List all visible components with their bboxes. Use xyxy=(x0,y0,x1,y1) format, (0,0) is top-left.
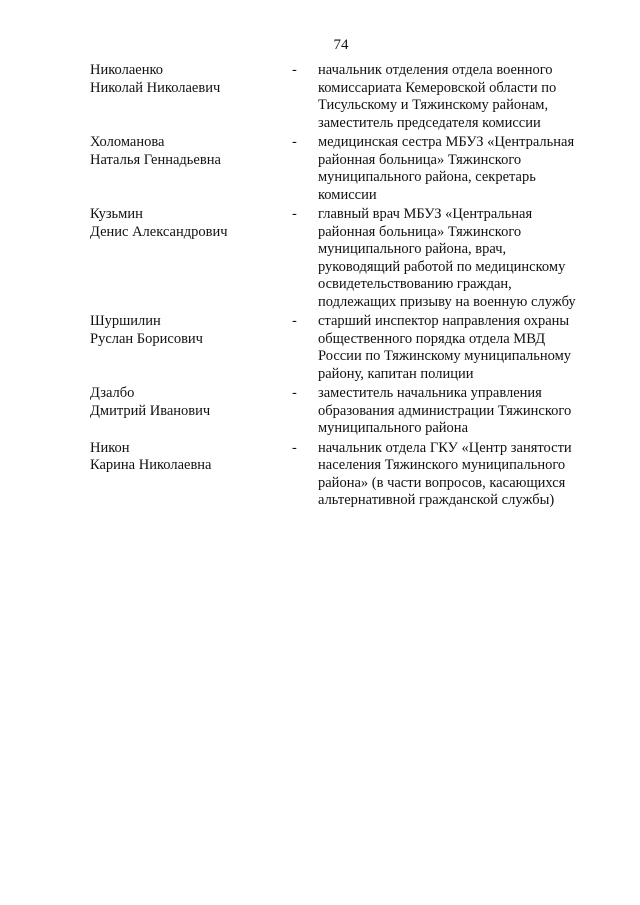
member-role-line: заместитель начальника управления xyxy=(318,385,542,401)
member-surname: Дзалбо xyxy=(90,385,135,401)
member-role-line: альтернативной гражданской службы) xyxy=(318,492,555,508)
member-role-line: муниципального района xyxy=(318,420,468,436)
separator-dash: - xyxy=(292,313,297,329)
member-role-line: подлежащих призыву на военную службу xyxy=(318,293,576,310)
page-number: 74 xyxy=(333,37,349,53)
member-name xyxy=(90,62,290,132)
member-entry xyxy=(90,62,600,132)
member-role-line: медицинская сестра МБУЗ «Центральная xyxy=(318,134,575,150)
member-role xyxy=(318,206,600,311)
member-role xyxy=(318,134,600,204)
member-surname: Николаенко xyxy=(90,62,164,78)
member-role xyxy=(318,62,600,132)
member-role-line: России по Тяжинскому муниципальному xyxy=(318,348,572,364)
separator-dash: - xyxy=(292,62,297,78)
member-role-line: комиссариата Кемеровской области по xyxy=(318,79,557,96)
separator-dash: - xyxy=(292,134,297,150)
member-given-names: Руслан Борисович xyxy=(90,330,203,347)
member-role-line: комиссии xyxy=(318,186,377,203)
member-role xyxy=(318,385,600,438)
member-surname: Шуршилин xyxy=(90,313,161,329)
member-entry xyxy=(90,134,600,204)
member-surname: Холоманова xyxy=(90,134,165,150)
member-role xyxy=(318,313,600,383)
member-role-line: руководящий работой по медицинскому xyxy=(318,258,566,275)
member-role-line: районная больница» Тяжинского xyxy=(318,223,522,240)
member-role-line: образования администрации Тяжинского xyxy=(318,402,572,419)
member-name xyxy=(90,134,290,204)
member-role-line: старший инспектор направления охраны xyxy=(318,313,570,329)
member-given-names: Наталья Геннадьевна xyxy=(90,151,221,168)
member-name xyxy=(90,206,290,311)
member-entry xyxy=(90,206,600,311)
member-role-line: районная больница» Тяжинского xyxy=(318,151,522,168)
member-given-names: Дмитрий Иванович xyxy=(90,402,211,419)
member-role-line: району, капитан полиции xyxy=(318,365,474,382)
member-role-line: начальник отделения отдела военного xyxy=(318,62,553,78)
member-role-line: района» (в части вопросов, касающихся xyxy=(318,474,566,491)
separator-dash: - xyxy=(292,439,297,456)
member-role-line: муниципального района, врач, xyxy=(318,241,507,257)
member-given-names: Денис Александрович xyxy=(90,223,228,240)
member-name xyxy=(90,313,290,383)
member-name xyxy=(90,440,290,510)
member-role-line: заместитель председателя комиссии xyxy=(318,114,541,131)
member-role-line: начальник отдела ГКУ «Центр занятости xyxy=(318,439,572,456)
member-role-line: общественного порядка отдела МВД xyxy=(318,330,546,347)
member-role xyxy=(318,440,600,510)
member-surname: Кузьмин xyxy=(90,206,143,222)
member-role-line: муниципального района, секретарь xyxy=(318,169,536,185)
member-role-line: Тисульскому и Тяжинскому районам, xyxy=(318,97,549,113)
commission-member-list xyxy=(90,62,600,510)
member-entry xyxy=(90,440,600,510)
member-role-line: населения Тяжинского муниципального xyxy=(318,457,566,473)
member-role-line: освидетельствованию граждан, xyxy=(318,276,512,292)
member-name xyxy=(90,385,290,438)
member-surname: Никон xyxy=(90,439,130,456)
separator-dash: - xyxy=(292,206,297,222)
member-entry xyxy=(90,313,600,383)
separator-dash: - xyxy=(292,385,297,401)
member-entry xyxy=(90,385,600,438)
member-role-line: главный врач МБУЗ «Центральная xyxy=(318,206,533,222)
member-given-names: Карина Николаевна xyxy=(90,457,212,473)
member-given-names: Николай Николаевич xyxy=(90,79,221,96)
